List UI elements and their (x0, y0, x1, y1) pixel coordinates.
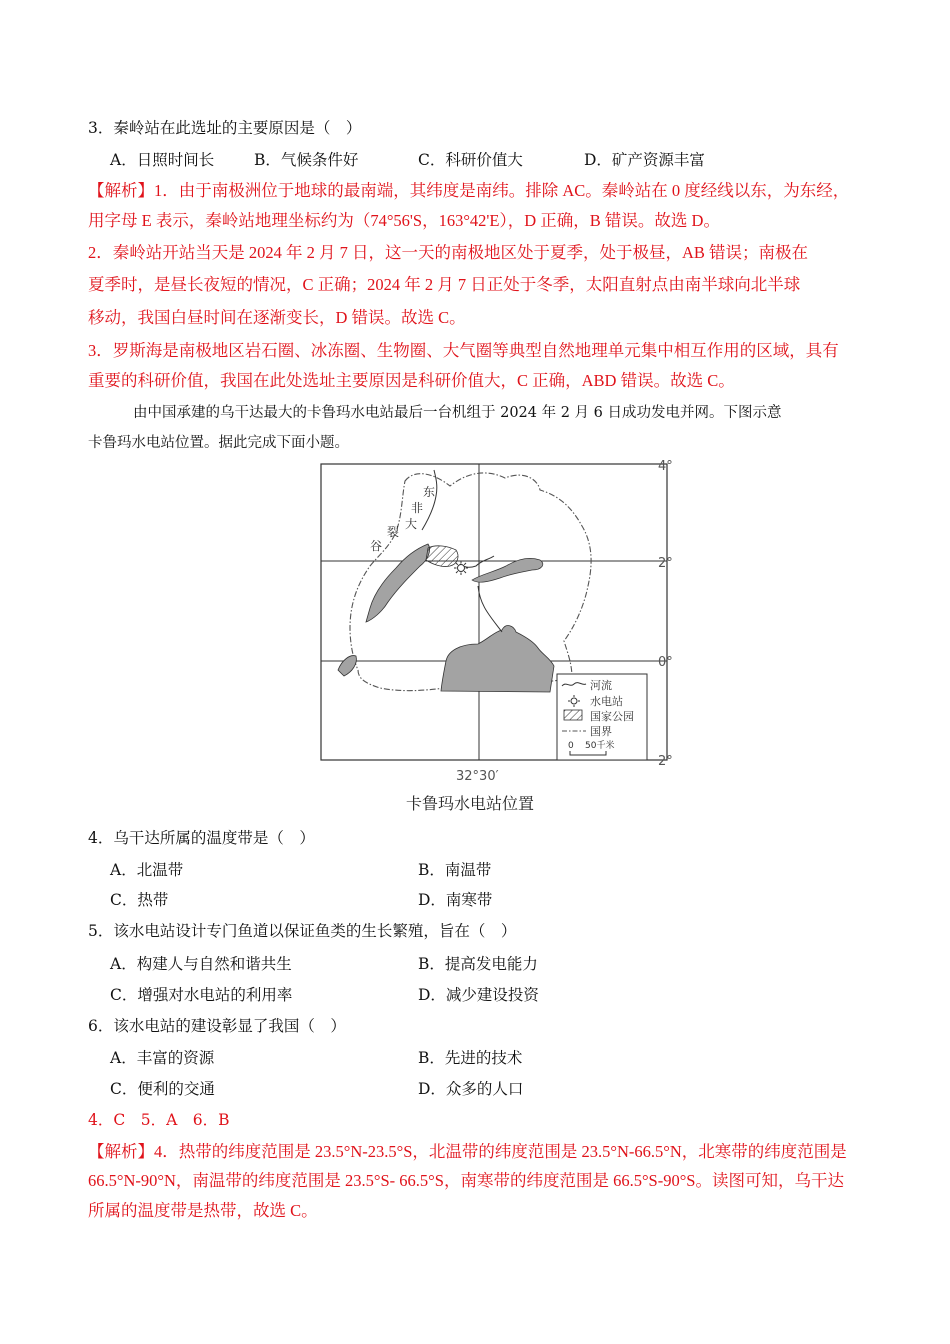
legend-station: 水电站 (590, 695, 623, 708)
q5-option-c: C．增强对水电站的利用率 (110, 986, 293, 1004)
analysis1-line-4: 夏季时，是昼长夜短的情况，C 正确；2024 年 2 月 7 日正处于冬季，太阳直射点由南半球向北半球 (88, 275, 801, 294)
q5-option-b: B．提高发电能力 (418, 955, 538, 973)
lat-label-0: 0° (658, 655, 673, 670)
nile-river (460, 556, 502, 632)
lake-edward (338, 656, 356, 676)
intro-line-2: 卡鲁玛水电站位置。据此完成下面小题。 (88, 435, 349, 451)
map-caption: 卡鲁玛水电站位置 (406, 794, 535, 813)
analysis2-line-3: 所属的温度带是热带，故选 C。 (88, 1201, 318, 1220)
q5-option-a: A．构建人与自然和谐共生 (110, 955, 292, 973)
q6-option-d: D．众多的人口 (418, 1080, 524, 1098)
rift-label-5: 谷 (370, 539, 383, 553)
q6-option-c: C．便利的交通 (110, 1080, 215, 1098)
legend-park-symbol (564, 710, 582, 720)
q4-option-b: B．南温带 (418, 861, 492, 879)
q4-stem: 4．乌干达所属的温度带是（ ） (88, 829, 315, 847)
legend-border: 国界 (590, 725, 612, 738)
lat-label-2s: 2° (658, 754, 673, 769)
scale-zero: 0 (568, 741, 574, 751)
rift-label-4: 裂 (387, 525, 400, 539)
q4-option-c: C．热带 (110, 891, 169, 909)
analysis1-line-6: 3．罗斯海是南极地区岩石圈、冰冻圈、生物圈、大气圈等典型自然地理单元集中相互作用的区域，具有 (88, 341, 839, 360)
hydropower-station-icon (454, 561, 468, 575)
map-legend (557, 674, 647, 760)
analysis1-line-5: 移动，我国白昼时间在逐渐变长，D 错误。故选 C。 (88, 308, 466, 327)
q3-option-c: C．科研价值大 (418, 151, 523, 169)
lat-label-4n: 4° (658, 459, 673, 474)
lake-victoria (441, 626, 554, 692)
lake-albert (366, 544, 430, 622)
q3-option-b: B．气候条件好 (254, 151, 359, 169)
analysis1-line-1: 【解析】1．由于南极洲位于地球的最南端，其纬度是南纬。排除 AC。秦岭站在 0 度经线以东，为东经， (88, 181, 850, 200)
rift-label-2: 非 (411, 501, 424, 515)
analysis2-line-1: 【解析】4．热带的纬度范围是 23.5°N-23.5°S，北温带的纬度范围是 23.5°N-66.5°N，北寒带的纬度范围是 (88, 1142, 847, 1161)
national-park (426, 546, 458, 567)
analysis1-line-3: 2．秦岭站开站当天是 2024 年 2 月 7 日，这一天的南极地区处于夏季，处于极昼，AB 错误；南极在 (88, 243, 809, 262)
q3-option-a: A．日照时间长 (110, 151, 215, 169)
rift-label-3: 大 (405, 517, 418, 531)
analysis1-line-7: 重要的科研价值，我国在此处选址主要原因是科研价值大，C 正确，ABD 错误。故选 C。 (88, 371, 735, 390)
q6-stem: 6．该水电站的建设彰显了我国（ ） (88, 1017, 346, 1035)
karuma-location-map (310, 456, 700, 826)
q6-option-b: B．先进的技术 (418, 1049, 523, 1067)
legend-park: 国家公园 (590, 710, 634, 723)
rift-label-1: 东 (423, 485, 436, 499)
answers: 4．C 5．A 6．B (88, 1111, 230, 1129)
q4-option-a: A．北温带 (110, 861, 184, 879)
east-african-rift (422, 470, 437, 530)
lon-label: 32°30′ (456, 769, 499, 784)
q6-option-a: A．丰富的资源 (110, 1049, 215, 1067)
q5-option-d: D．减少建设投资 (418, 986, 539, 1004)
q3-option-d: D．矿产资源丰富 (584, 151, 705, 169)
analysis2-line-2: 66.5°N-90°N，南温带的纬度范围是 23.5°S- 66.5°S，南寒带的纬度范围是 66.5°S-90°S。读图可知，乌干达 (88, 1171, 844, 1190)
q4-option-d: D．南寒带 (418, 891, 493, 909)
lat-label-2n: 2° (658, 556, 673, 571)
legend-river: 河流 (590, 679, 612, 692)
scale-value: 50千米 (585, 741, 615, 751)
analysis1-line-2: 用字母 E 表示，秦岭站地理坐标约为（74°56'S，163°42'E），D 正确，B 错误。故选 D。 (88, 211, 720, 230)
intro-line-1: 由中国承建的乌干达最大的卡鲁玛水电站最后一台机组于 2024 年 2 月 6 日成功发电并网。下图示意 (133, 405, 782, 421)
q5-stem: 5．该水电站设计专门鱼道以保证鱼类的生长繁殖，旨在（ ） (88, 922, 517, 940)
q3-stem: 3．秦岭站在此选址的主要原因是（ ） (88, 119, 362, 137)
